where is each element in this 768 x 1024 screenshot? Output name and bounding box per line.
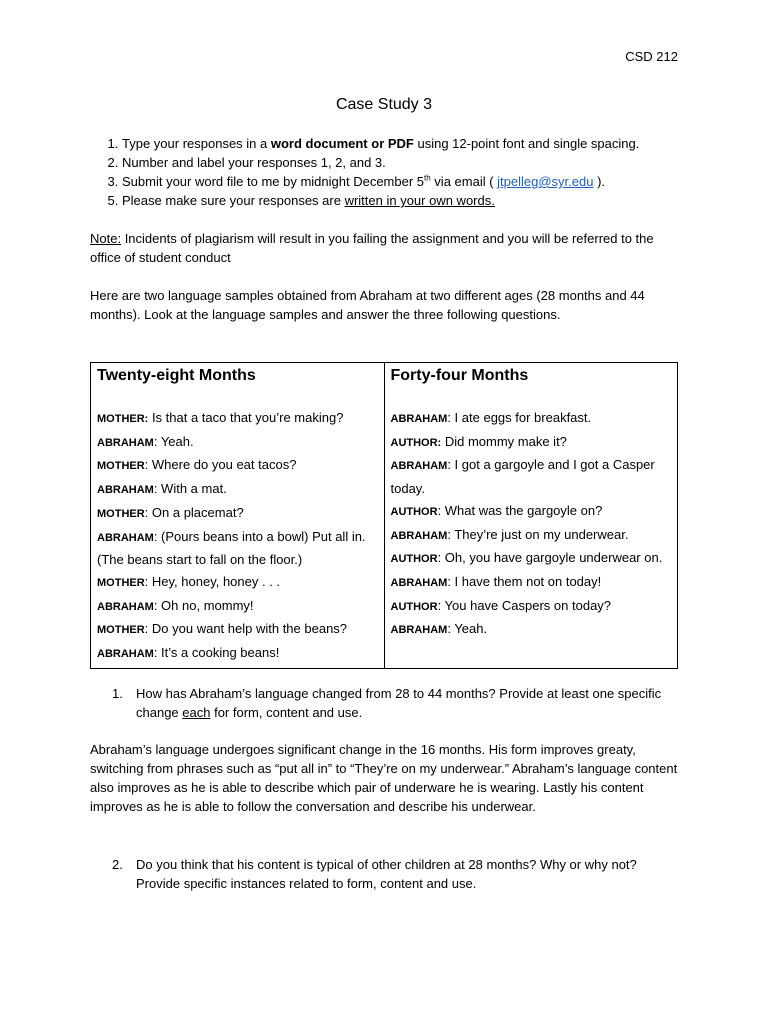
answer-1: Abraham’s language undergoes significant change in the 16 months. His form improves greaty, switching from phrases such as “put all in” to “They’re on my underwear.” Abraham’s language content also improves as he is able to describe which pair of underware he is wearing. Lastly his content improves as he is able to follow the conversation and describe his underwear. xyxy=(90,742,678,814)
dialogue-line: MOTHER: Is that a taco that you’re making? xyxy=(97,410,344,425)
question-1: 1. How has Abraham’s language changed from 28 to 44 months? Provide at least one specific change each for form, content and use. xyxy=(112,686,662,720)
right-column-title: Forty-four Months xyxy=(390,367,529,384)
underlined-phrase: written in your own words. xyxy=(344,193,495,208)
dialogue-line: MOTHER: Hey, honey, honey . . . xyxy=(97,573,281,589)
dialogue-line: ABRAHAM: They’re just on my underwear. xyxy=(390,526,629,542)
question-number: 2. xyxy=(112,857,123,872)
dialogue-line: MOTHER: Where do you eat tacos? xyxy=(97,457,297,473)
note-text: Incidents of plagiarism will result in you failing the assignment and you will be referred to the office of student conduct xyxy=(90,231,654,265)
left-column xyxy=(91,363,385,669)
instruction-2: 2. Number and label your responses 1, 2, and 3. xyxy=(122,153,678,172)
course-code: CSD 212 xyxy=(625,49,678,64)
question-2: 2. Do you think that his content is typical of other children at 28 months? Why or why not? Provide specific instances related to form, content and use. xyxy=(112,857,637,891)
underlined-each: each xyxy=(182,705,211,720)
instruction-3: 3. Submit your word file to me by midnight December 5th via email ( jtpelleg@syr.edu ). xyxy=(122,172,678,191)
instructions-list xyxy=(90,134,678,210)
email-link[interactable]: jtpelleg@syr.edu xyxy=(497,174,594,189)
dialogue-line: ABRAHAM: (Pours beans into a bowl) Put all in. (The beans start to fall on the floor.) xyxy=(97,528,366,568)
dialogue-line: ABRAHAM: With a mat. xyxy=(97,481,227,497)
intro-paragraph: Here are two language samples obtained from Abraham at two different ages (28 months and 44 months). Look at the language samples and answer the three following questions. xyxy=(90,288,645,322)
bold-phrase: word document or PDF xyxy=(270,136,414,151)
dialogue-line: ABRAHAM: I have them not on today! xyxy=(390,573,602,589)
dialogue-line: AUTHOR: You have Caspers on today? xyxy=(390,597,612,613)
left-column-title: Twenty-eight Months xyxy=(97,367,256,384)
dialogue-line: MOTHER: On a placemat? xyxy=(97,504,244,520)
plagiarism-note xyxy=(90,229,678,267)
dialogue-line: AUTHOR: What was the gargoyle on? xyxy=(390,502,603,518)
dialogue-line: ABRAHAM: I got a gargoyle and I got a Casper today. xyxy=(390,457,655,497)
dialogue-line: ABRAHAM: Yeah. xyxy=(390,621,488,637)
dialogue-line: AUTHOR: Did mommy make it? xyxy=(390,433,567,449)
instruction-1: 1. Type your responses in a word document or PDF using 12-point font and single spacing. xyxy=(122,134,678,153)
language-samples-table xyxy=(90,362,678,669)
dialogue-line: MOTHER: Do you want help with the beans? xyxy=(97,621,348,637)
right-column xyxy=(384,363,678,669)
dialogue-line: AUTHOR: Oh, you have gargoyle underwear on. xyxy=(390,550,663,566)
dialogue-line: ABRAHAM: It’s a cooking beans! xyxy=(97,645,280,661)
dialogue-line: ABRAHAM: Yeah. xyxy=(97,433,194,449)
superscript-th: th xyxy=(424,173,431,183)
question-number: 1. xyxy=(112,686,123,701)
document-page xyxy=(90,0,678,1024)
note-label: Note: xyxy=(90,231,122,246)
dialogue-line: ABRAHAM: Oh no, mommy! xyxy=(97,597,254,613)
dialogue-line: ABRAHAM: I ate eggs for breakfast. xyxy=(390,410,592,425)
document-title: Case Study 3 xyxy=(335,96,433,113)
instruction-5: 5. Please make sure your responses are written in your own words. xyxy=(122,191,678,210)
